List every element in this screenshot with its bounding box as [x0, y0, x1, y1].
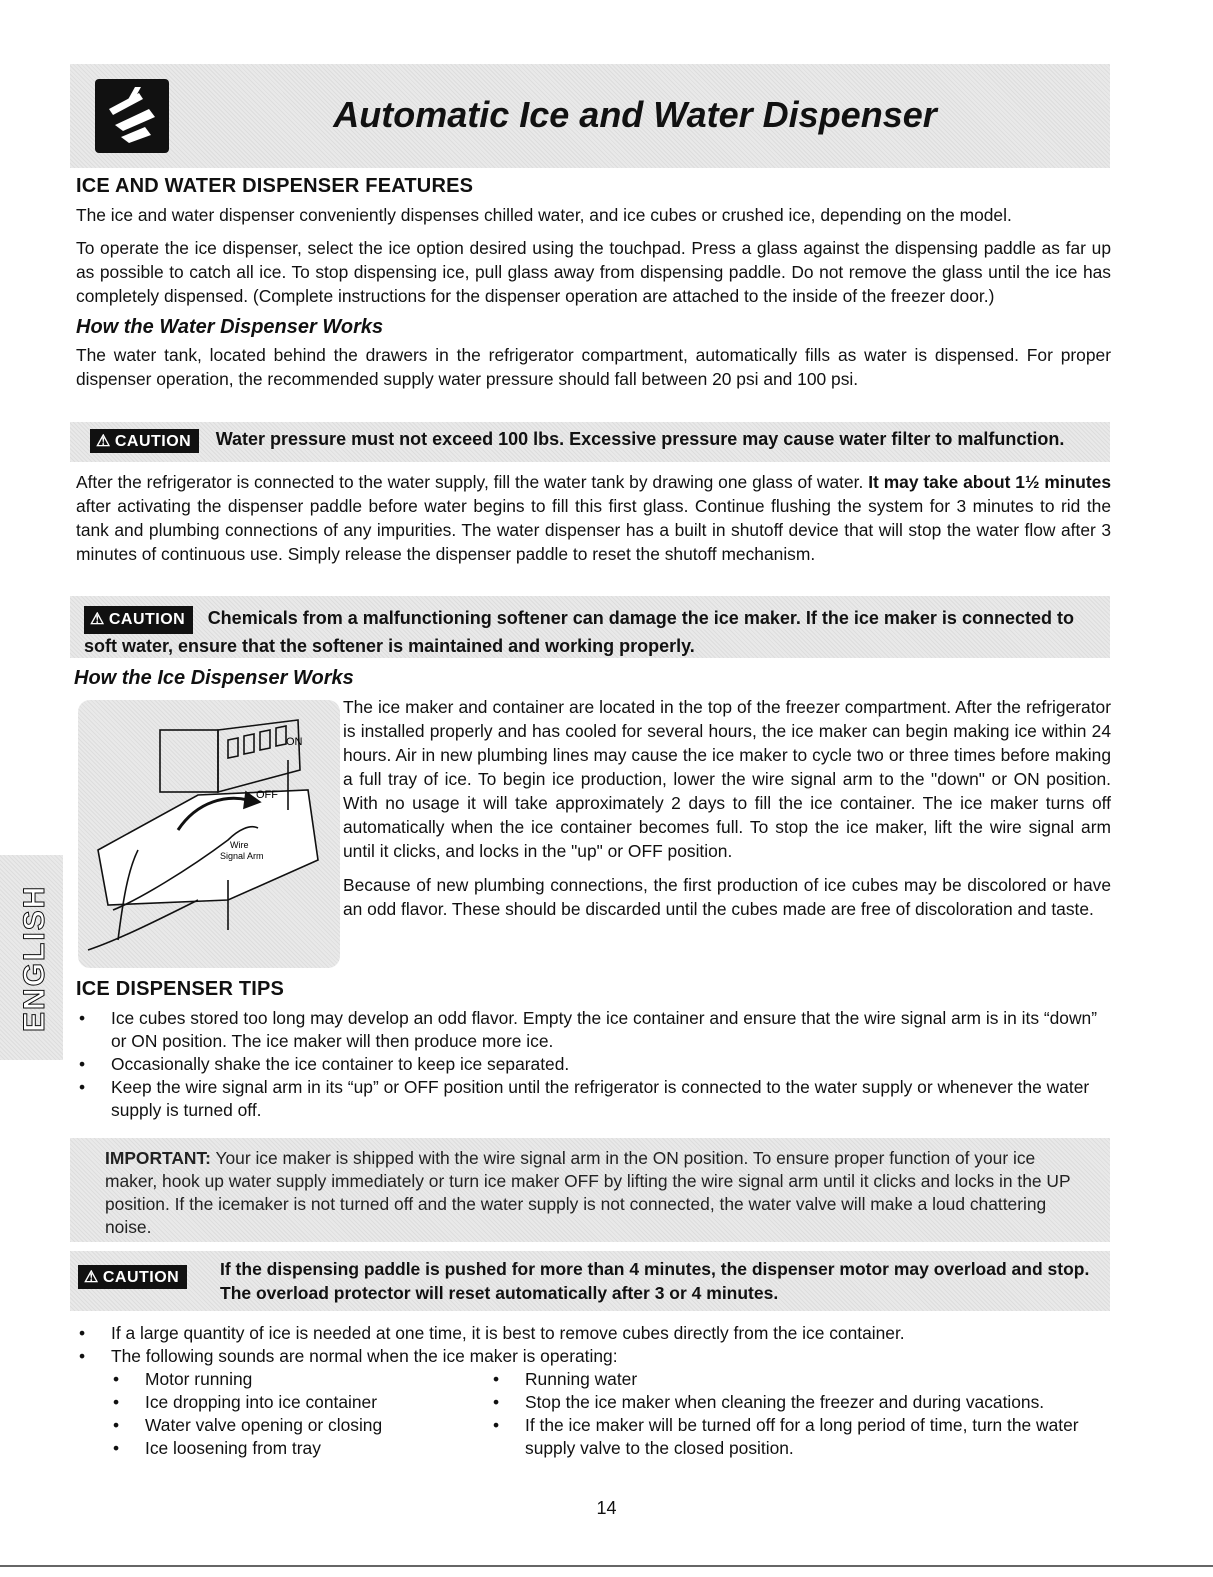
paragraph: After the refrigerator is connected to the water supply, fill the water tank by drawing one glass of water. It may take about 1½ minutes after activating the dispenser paddle before water begins to fill this first glass. Continue flushing the system for 3 minutes to rid the tank and plumbing connections of any impurities. The water dispenser has a built in shutoff device that will stop the water flow after 3 minutes of continuous use. Simply release the dispenser paddle to reset the shutoff mechanism. — [76, 472, 1112, 564]
list-item: • Occasionally shake the ice container to keep ice separated. — [76, 1053, 1111, 1076]
ice-maker-illustration — [78, 700, 340, 968]
figure-label-off: OFF — [256, 789, 278, 801]
section-heading: ICE AND WATER DISPENSER FEATURES — [76, 175, 474, 197]
sounds-list — [110, 1368, 470, 1460]
warning-triangle-icon: ⚠ — [96, 433, 111, 450]
list-item: • Water valve opening or closing — [110, 1414, 470, 1437]
list-item: • If the ice maker will be turned off for a long period of time, turn the water supply valve to the closed position. — [490, 1414, 1112, 1460]
sounds-left — [110, 1368, 470, 1460]
section-heading: ICE DISPENSER TIPS — [76, 978, 285, 1000]
features-section — [76, 175, 1111, 391]
caution-badge: ⚠ CAUTION — [78, 1265, 187, 1289]
language-tab-label: ENGLISH — [18, 884, 51, 1032]
caution-box — [70, 1251, 1110, 1311]
caution-badge: ⚠ CAUTION — [90, 429, 199, 453]
paragraph: The water tank, located behind the drawers in the refrigerator compartment, automatically fills as water is dispensed. For proper dispenser operation, the recommended supply water pressure should fall between 20 psi and 100 psi. — [76, 345, 1111, 389]
sounds-right — [490, 1368, 1112, 1460]
tips-list — [76, 1007, 1111, 1122]
list-item: • Motor running — [110, 1368, 470, 1391]
page-number: 14 — [596, 1498, 617, 1518]
caution-text: Water pressure must not exceed 100 lbs. Excessive pressure may cause water filter to malfunction. — [215, 429, 1065, 450]
more-tips — [76, 1322, 1111, 1368]
list-item: • Stop the ice maker when cleaning the freezer and during vacations. — [490, 1391, 1112, 1414]
list-item: • The following sounds are normal when the ice maker is operating: — [76, 1345, 1111, 1368]
ice-section — [343, 695, 1111, 921]
paragraph: Because of new plumbing connections, the first production of ice cubes may be discolored or have an odd flavor. These should be discarded until the cubes made are free of discoloration and taste. — [343, 875, 1111, 919]
more-tips-list — [76, 1322, 1111, 1368]
caution-box — [70, 596, 1110, 658]
figure-label-arm: Wire Signal Arm — [220, 840, 264, 861]
caution-badge: ⚠ CAUTION — [84, 606, 193, 634]
figure-label-on: ON — [286, 736, 303, 748]
tips-section — [76, 978, 1111, 1122]
caution-text: Chemicals from a malfunctioning softener can damage the ice maker. If the ice maker is connected to soft water, ensure that the softener is maintained and working properly. — [84, 608, 1074, 656]
important-text: IMPORTANT: Your ice maker is shipped with the wire signal arm in the ON position. To ensure proper function of your ice maker, hook up water supply immediately or turn ice maker OFF by lifting the wire signal arm until it clicks and locks in the UP position. If the icemaker is not turned off and the water supply is not connected, the water valve will make a loud chattering noise. — [105, 1148, 1071, 1237]
paragraph: To operate the ice dispenser, select the ice option desired using the touchpad. Press a glass against the dispensing paddle as far up as possible to catch all ice. To stop dispensing ice, pull glass away from dispensing paddle. Do not remove the glass until the ice has completely dispensed. (Complete instructions for the dispenser operation are attached to the inside of the freezer door.) — [76, 238, 1111, 306]
subsection-heading: How the Water Dispenser Works — [76, 316, 384, 338]
subsection-heading: How the Ice Dispenser Works — [74, 667, 354, 689]
list-item: • Ice cubes stored too long may develop an odd flavor. Empty the ice container and ensure that the wire signal arm is in its “down” or ON position. The ice maker will then produce more ice. — [76, 1007, 1111, 1053]
caution-box — [70, 422, 1110, 462]
header-banner — [70, 64, 1110, 168]
caution-text: If the dispensing paddle is pushed for more than 4 minutes, the dispenser motor may overload and stop. The overload protector will reset automatically after 3 or 4 minutes. — [220, 1259, 1090, 1303]
list-item: • If a large quantity of ice is needed at one time, it is best to remove cubes directly from the ice container. — [76, 1322, 1111, 1345]
sounds-list — [490, 1368, 1112, 1460]
page-title: Automatic Ice and Water Dispenser — [333, 94, 937, 135]
list-item: • Ice dropping into ice container — [110, 1391, 470, 1414]
list-item: • Running water — [490, 1368, 1112, 1391]
water-section-cont — [76, 470, 1111, 566]
paragraph: The ice and water dispenser conveniently dispenses chilled water, and ice cubes or crushed ice, depending on the model. — [76, 205, 1012, 225]
list-item: • Ice loosening from tray — [110, 1437, 470, 1460]
warning-triangle-icon: ⚠ — [90, 611, 105, 628]
bottom-rule — [0, 1565, 1213, 1567]
warning-triangle-icon: ⚠ — [84, 1269, 99, 1286]
ice-maker-figure — [78, 700, 340, 968]
list-item: • Keep the wire signal arm in its “up” or OFF position until the refrigerator is connected to the water supply or whenever the water supply is turned off. — [76, 1076, 1111, 1122]
paragraph: The ice maker and container are located in the top of the freezer compartment. After the refrigerator is installed properly and has cooled for several hours, the ice maker can begin making ice within 24 hours. Air in new plumbing lines may cause the ice maker to cycle two or three times before making a full tray of ice. To begin ice production, lower the wire signal arm to the "down" or ON position. With no usage it will take approximately 2 days to fill the ice container. The ice maker turns off automatically when the ice container becomes full. To stop the ice maker, lift the wire signal arm until it clicks, and locks in the "up" or OFF position. — [343, 697, 1111, 861]
language-tab — [0, 855, 63, 1060]
